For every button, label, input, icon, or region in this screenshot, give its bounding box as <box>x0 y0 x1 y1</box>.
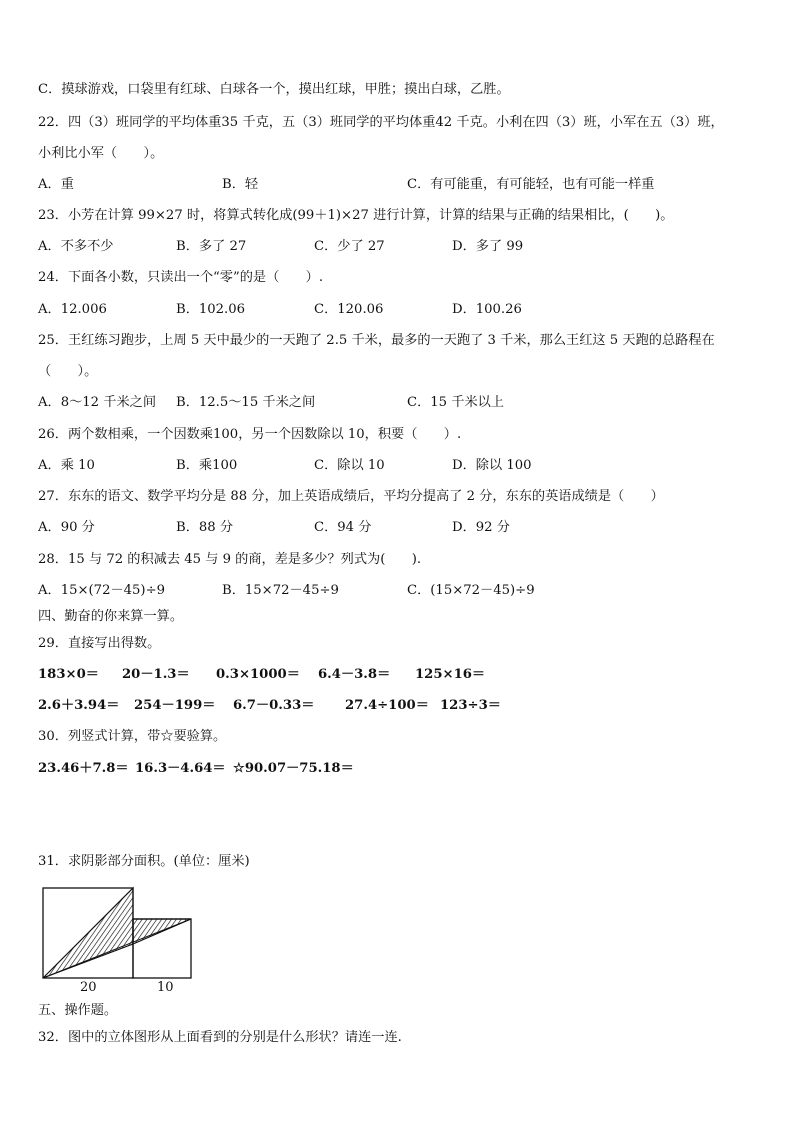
q26-stem: 26．两个数相乘，一个因数乘100，另一个因数除以 10，积要（ ）. <box>38 427 462 442</box>
q29-r1-item2: 20－1.3＝ <box>122 667 190 682</box>
q32-stem: 32．图中的立体图形从上面看到的分别是什么形状？请连一连. <box>38 1030 402 1045</box>
q22-option-b: B．轻 <box>222 177 259 192</box>
q22-stem-line1: 22．四（3）班同学的平均体重35 千克，五（3）班同学的平均体重42 千克。小利在四（3）班，小军在五（3）班， <box>38 115 724 130</box>
q29-r1-item1: 183×0＝ <box>38 667 99 682</box>
q24-option-b: B．102.06 <box>176 302 246 317</box>
q26-option-a: A．乘 10 <box>38 458 95 473</box>
q27-option-a: A．90 分 <box>38 520 95 535</box>
section4-title: 四、勤奋的你来算一算。 <box>38 609 184 624</box>
q27-option-c: C．94 分 <box>314 520 372 535</box>
q27-option-b: B．88 分 <box>176 520 234 535</box>
q21-option-c: C．摸球游戏，口袋里有红球、白球各一个，摸出红球，甲胜；摸出白球，乙胜。 <box>38 82 510 97</box>
q27-option-d: D．92 分 <box>452 520 510 535</box>
q27-stem: 27．东东的语文、数学平均分是 88 分，加上英语成绩后，平均分提高了 2 分，东东的英语成绩是（ ） <box>38 489 664 504</box>
q22-option-c: C．有可能重，有可能轻，也有可能一样重 <box>407 177 655 192</box>
q25-stem-line1: 25．王红练习跑步，上周 5 天中最少的一天跑了 2.5 千米，最多的一天跑了 3 千米，那么王红这 5 天跑的总路程在 <box>38 333 715 348</box>
q29-r1-item4: 6.4－3.8＝ <box>318 667 391 682</box>
q29-r2-item1: 2.6＋3.94＝ <box>38 698 120 713</box>
q29-r2-item5: 123÷3＝ <box>440 698 501 713</box>
q29-r1-item5: 125×16＝ <box>415 667 486 682</box>
q23-option-a: A．不多不少 <box>38 239 114 254</box>
q26-option-c: C．除以 10 <box>314 458 385 473</box>
q29-r2-item3: 6.7－0.33＝ <box>233 698 315 713</box>
q30-stem: 30．列竖式计算，带☆要验算。 <box>38 729 227 744</box>
q30-item1: 23.46＋7.8＝ <box>38 761 129 776</box>
q26-option-b: B．乘100 <box>176 458 238 473</box>
q29-r2-item2: 254－199＝ <box>134 698 216 713</box>
q30-item3: ☆90.07－75.18＝ <box>233 761 354 776</box>
q25-option-c: C．15 千米以上 <box>407 395 504 410</box>
q29-r2-item4: 27.4÷100＝ <box>345 698 429 713</box>
q24-option-c: C．120.06 <box>314 302 384 317</box>
q29-stem: 29．直接写出得数。 <box>38 636 161 651</box>
q22-option-a: A．重 <box>38 177 74 192</box>
q25-option-a: A．8～12 千米之间 <box>38 395 157 410</box>
q22-stem-line2: 小利比小军（ ）。 <box>38 146 164 161</box>
q25-stem-line2: （ ）。 <box>38 364 98 379</box>
q28-option-b: B．15×72－45÷9 <box>222 583 339 598</box>
q29-r1-item3: 0.3×1000＝ <box>216 667 300 682</box>
q23-stem: 23．小芳在计算 99×27 时，将算式转化成(99＋1)×27 进行计算，计算的结果与正确的结果相比，( )。 <box>38 208 674 223</box>
q31-label-10: 10 <box>157 980 174 994</box>
q23-option-d: D．多了 99 <box>452 239 524 254</box>
q25-option-b: B．12.5～15 千米之间 <box>176 395 316 410</box>
section5-title: 五、操作题。 <box>38 1003 118 1018</box>
q24-option-d: D．100.26 <box>452 302 522 317</box>
q23-option-b: B．多了 27 <box>176 239 247 254</box>
q31-label-20: 20 <box>80 980 97 994</box>
q28-option-c: C．(15×72－45)÷9 <box>407 583 535 598</box>
q23-option-c: C．少了 27 <box>314 239 385 254</box>
q30-item2: 16.3－4.64＝ <box>135 761 226 776</box>
q31-stem: 31．求阴影部分面积。(单位：厘米) <box>38 854 250 869</box>
q31-shaded-triangle-left <box>43 888 133 978</box>
q31-figure <box>36 882 236 994</box>
q24-option-a: A．12.006 <box>38 302 107 317</box>
q26-option-d: D．除以 100 <box>452 458 532 473</box>
q28-option-a: A．15×(72－45)÷9 <box>38 583 166 598</box>
q28-stem: 28．15 与 72 的积减去 45 与 9 的商，差是多少？列式为( ). <box>38 552 422 567</box>
q24-stem: 24．下面各小数，只读出一个“零”的是（ ）. <box>38 270 324 285</box>
